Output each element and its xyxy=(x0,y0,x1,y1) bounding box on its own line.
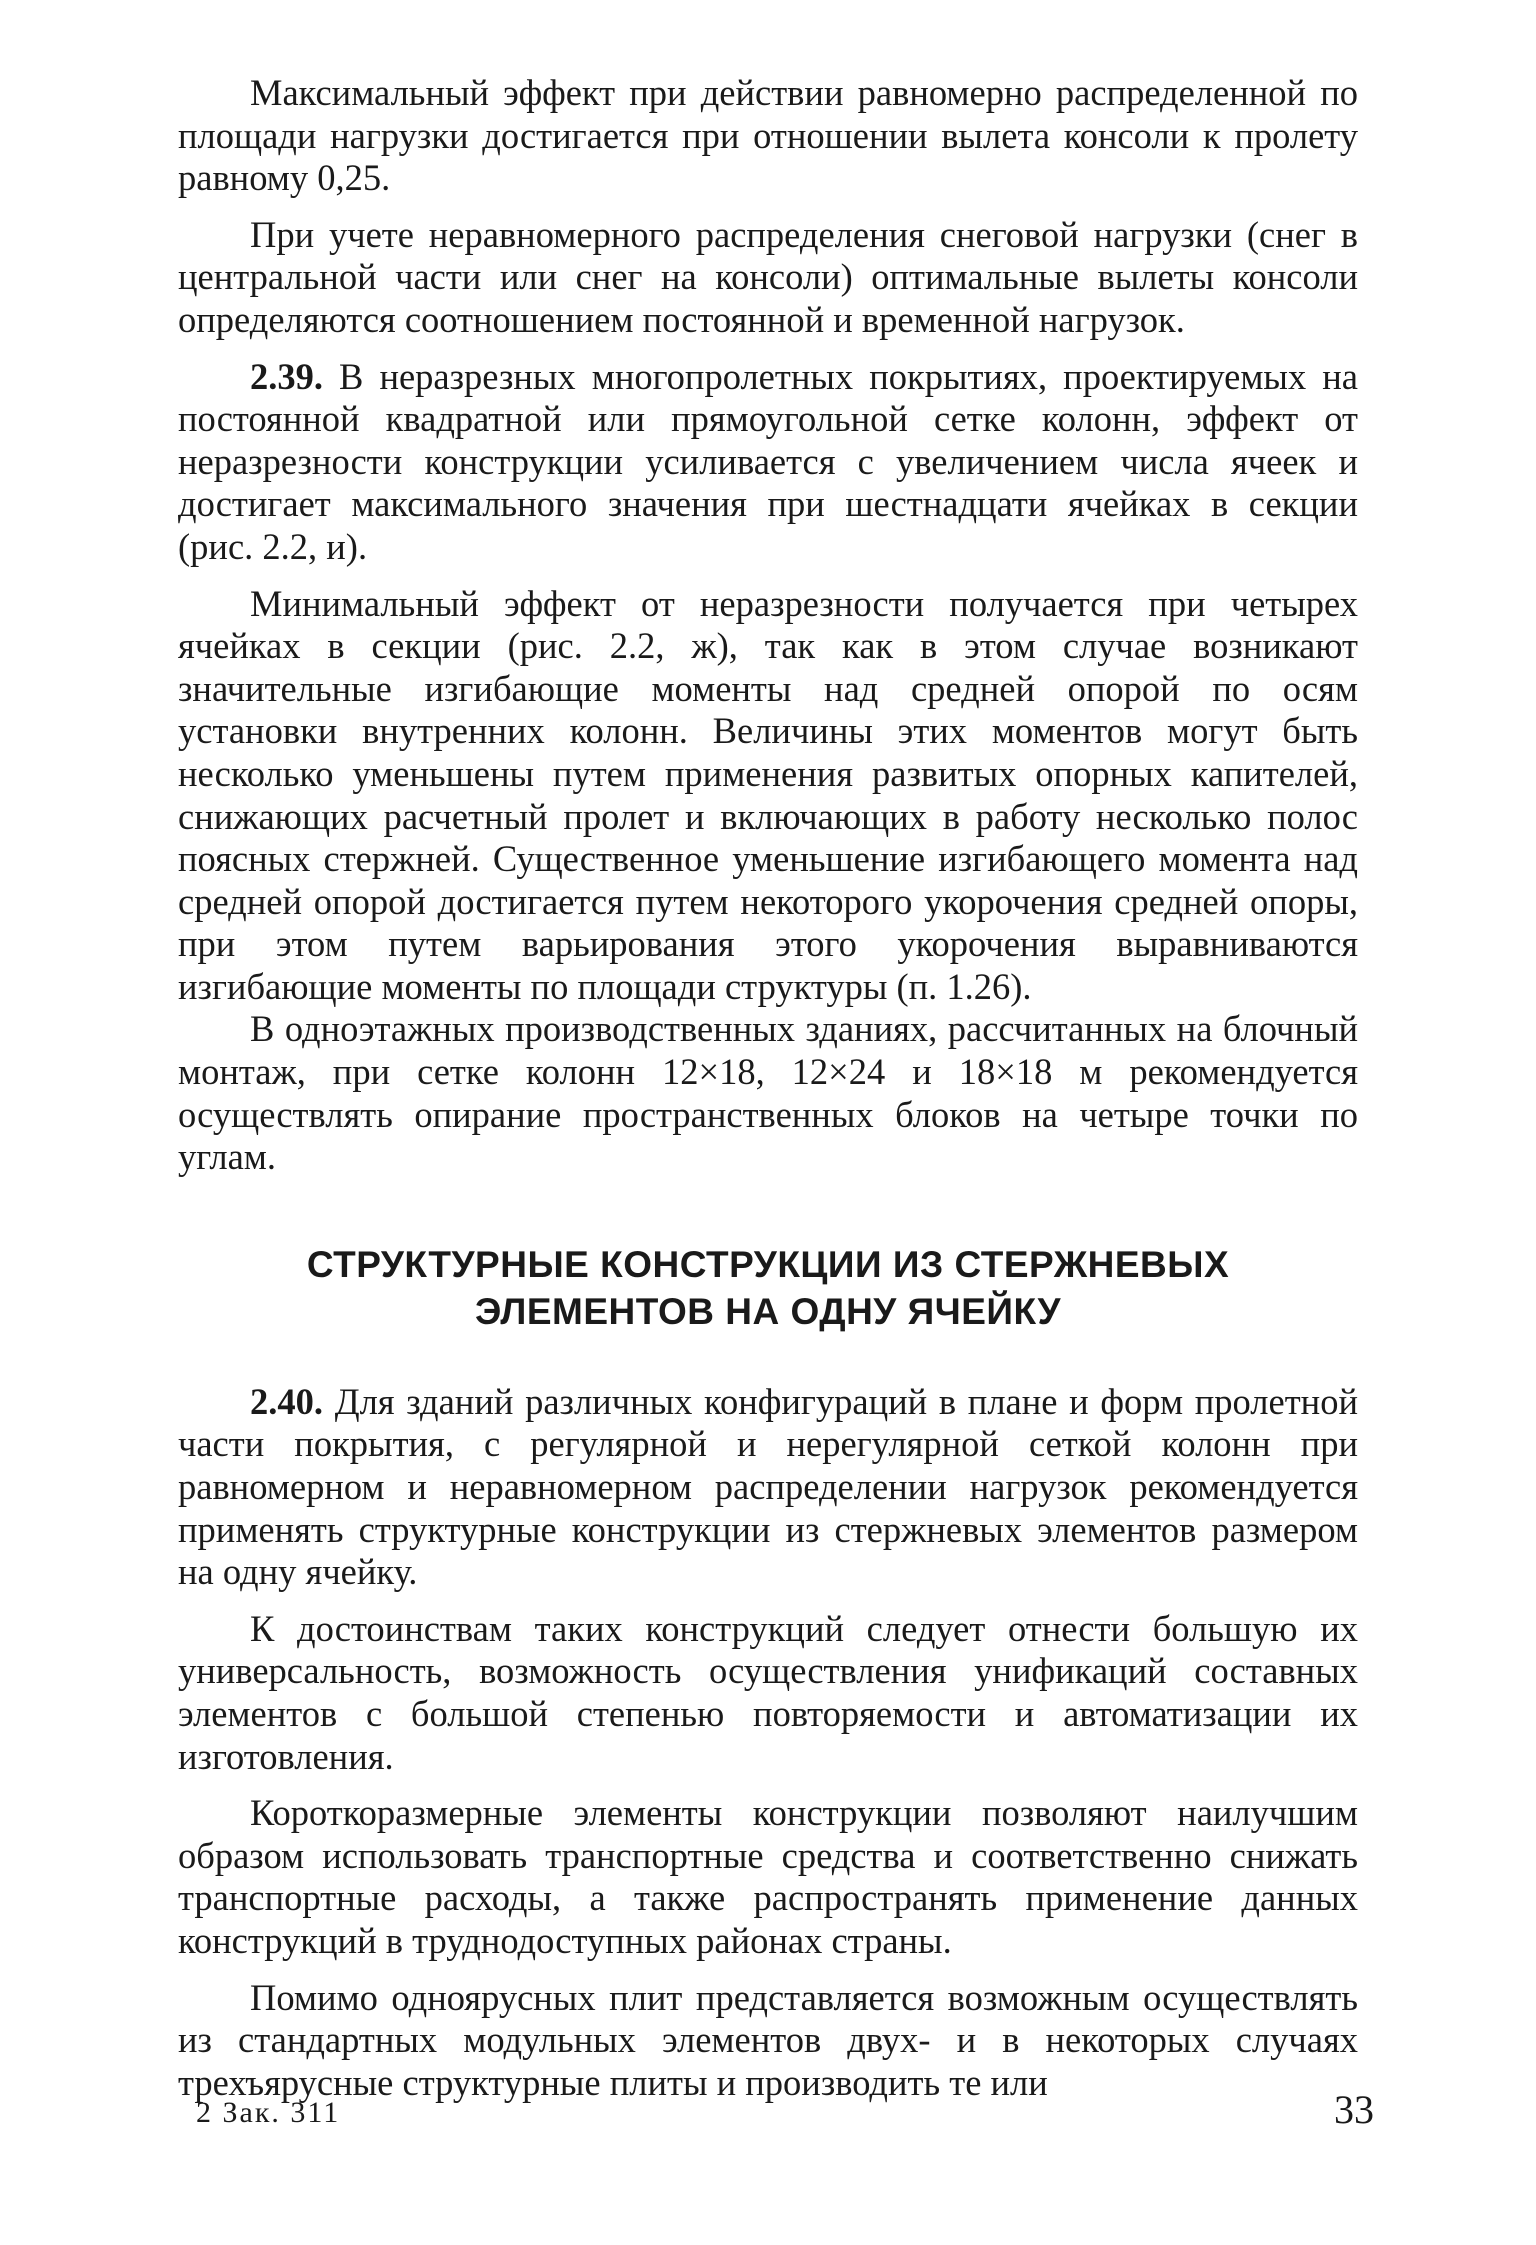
paragraph-min-effect: Минимальный эффект от неразрезности получается при четырех ячейках в секции (рис. 2.2, ж), так как в этом случае возникают значительные изгибающие моменты над средней опорой по осям установки внутренних колонн. Величины этих моментов могут быть несколько уменьшены путем применения развитых опорных капителей, снижающих расчетный пролет и включающих в работу несколько полос поясных стержней. Существенное уменьшение изгибающего момента над средней опорой достигается путем некоторого укорочения средней опоры, при этом путем варьирования этого укорочения выравниваются изгибающие моменты по площади структуры (п. 1.26). xyxy=(178,582,1358,1007)
paragraph-2-40: 2.40. Для зданий различных конфигураций в плане и форм пролетной части покрытия, с регулярной и нерегулярной сеткой колонн при равномерном и неравномерном распределении нагрузок рекомендуется применять структурные конструкции из стержневых элементов размером на одну ячейку. xyxy=(178,1380,1358,1593)
heading-line-1: СТРУКТУРНЫЕ КОНСТРУКЦИИ ИЗ СТЕРЖНЕВЫХ xyxy=(306,1243,1230,1285)
section-number: 2.39. xyxy=(250,355,323,397)
paragraph-multi-tier: Помимо одноярусных плит представляется возможным осуществлять из стандартных модульных элементов двух- и в некоторых случаях трехъярусные структурные плиты и производить те или xyxy=(178,1976,1358,2103)
paragraph-max-effect: Максимальный эффект при действии равномерно распределенной по площади нагрузки достигается при отношении вылета консоли к пролету равному 0,25. xyxy=(178,72,1358,199)
heading-line-2: ЭЛЕМЕНТОВ НА ОДНУ ЯЧЕЙКУ xyxy=(474,1290,1061,1332)
section-number: 2.40. xyxy=(250,1380,323,1422)
section-heading xyxy=(178,1241,1358,1335)
paragraph-single-storey: В одноэтажных производственных зданиях, рассчитанных на блочный монтаж, при сетке колонн 12×18, 12×24 и 18×18 м рекомендуется осуществлять опирание пространственных блоков на четыре точки по углам. xyxy=(178,1008,1358,1178)
page-number: 33 xyxy=(1334,2087,1374,2132)
printer-signature: 2 Зак. 311 xyxy=(196,2096,341,2129)
paragraph-short-elements: Короткоразмерные элементы конструкции позволяют наилучшим образом использовать транспортные средства и соответственно снижать транспортные расходы, а также распространять применение данных конструкций в труднодоступных районах страны. xyxy=(178,1792,1358,1961)
paragraph-2-39: 2.39. В неразрезных многопролетных покрытиях, проектируемых на постоянной квадратной или прямоугольной сетке колонн, эффект от неразрезности конструкции усиливается с увеличением числа ячеек и достигает максимального значения при шестнадцати ячейках в секции (рис. 2.2, и). xyxy=(178,355,1358,567)
paragraph-advantages: К достоинствам таких конструкций следует отнести большую их универсальность, возможность осуществления унификаций составных элементов с большой степенью повторяемости и автоматизации их изготовления. xyxy=(178,1607,1358,1777)
page-body xyxy=(178,72,1358,2104)
paragraph-snow-load: При учете неравномерного распределения снеговой нагрузки (снег в центральной части или снег на консоли) оптимальные вылеты консоли определяются соотношением постоянной и временной нагрузок. xyxy=(178,213,1358,340)
